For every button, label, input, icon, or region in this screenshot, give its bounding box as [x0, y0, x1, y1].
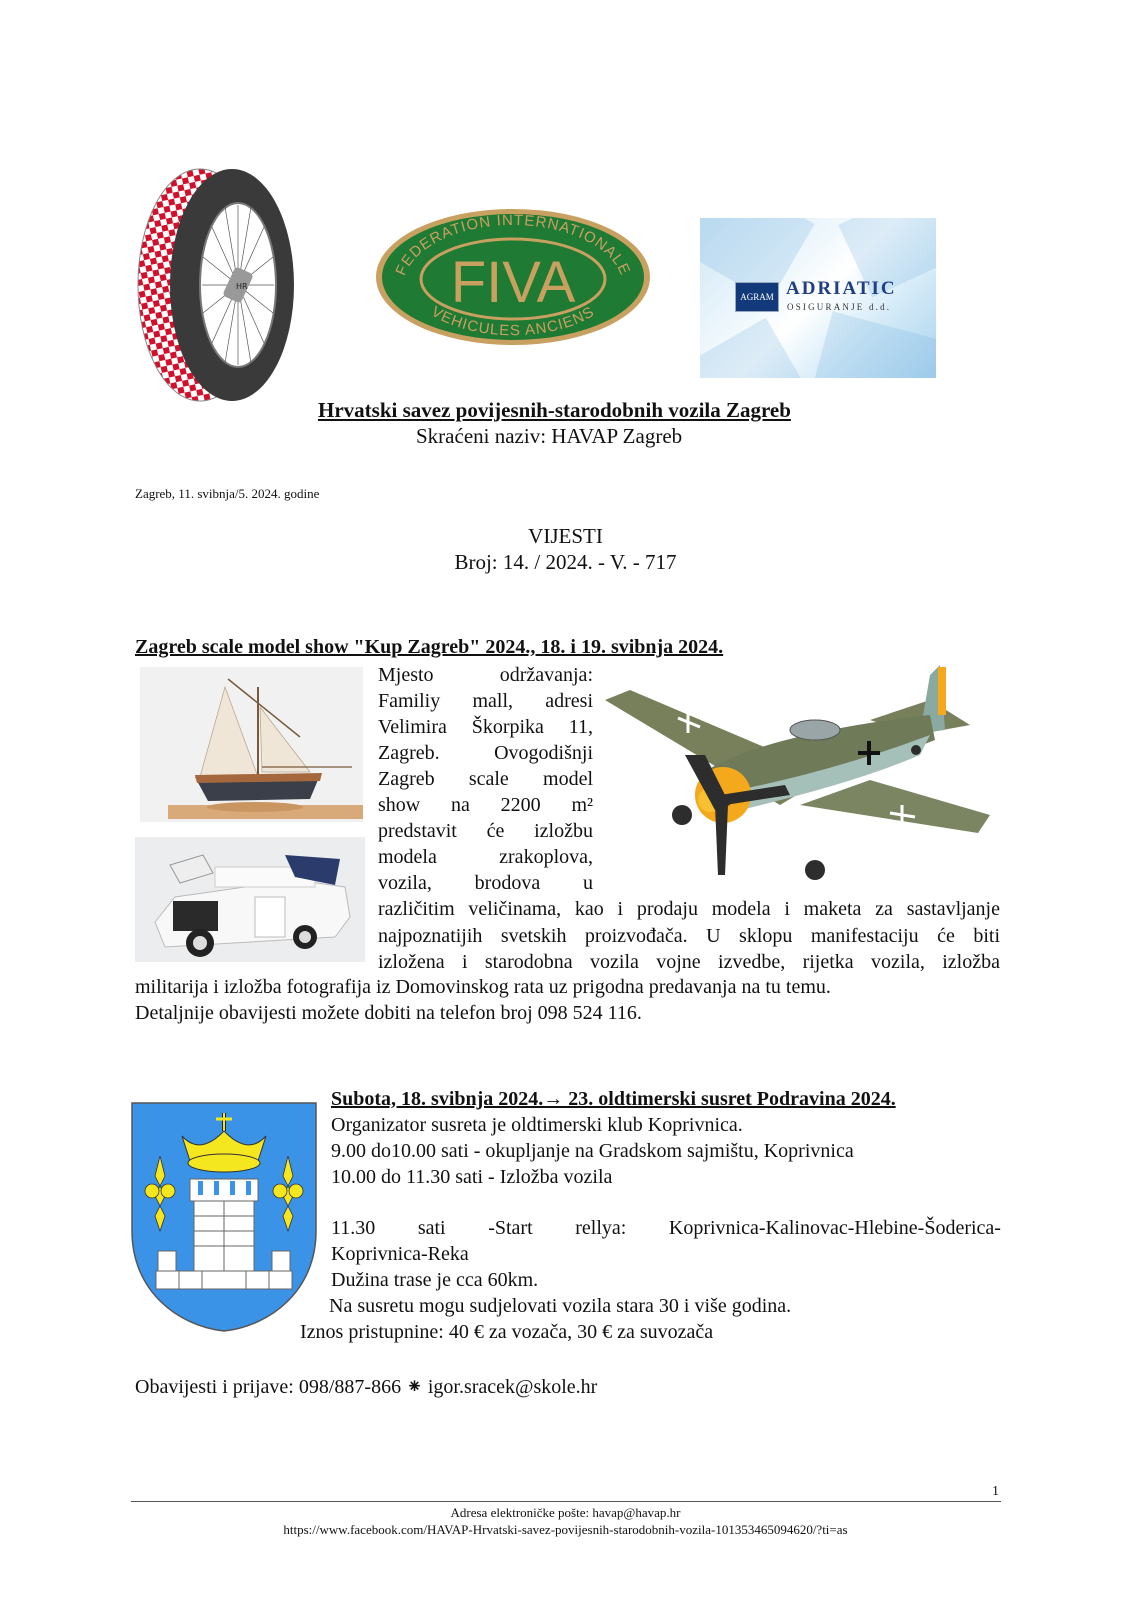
havap-hub-text: HR — [236, 282, 248, 291]
fiva-logo — [373, 207, 653, 347]
contact-line — [135, 1374, 597, 1399]
car-model-image — [135, 837, 365, 962]
airplane-model-image — [600, 655, 1000, 885]
rally-part: sati — [417, 1217, 446, 1239]
paragraph-line: show na 2200 m² — [378, 794, 593, 816]
paragraph-line: modela zrakoplova, — [378, 846, 593, 868]
section1-narrow-paragraph — [378, 662, 593, 896]
agram-badge: AGRAM — [735, 282, 779, 312]
koprivnica-coat-of-arms — [130, 1101, 318, 1333]
section1-title: Zagreb scale model show "Kup Zagreb" 2024., 18. i 19. svibnja 2024. — [135, 636, 724, 658]
paragraph-line: izložena i starodobna vozila vojne izvedbe, rijetka vozila, izložba — [378, 951, 1000, 973]
paragraph-line: predstavit će izložbu — [378, 820, 593, 842]
adriatic-name: ADRIATIC — [786, 278, 897, 299]
adriatic-subtitle: OSIGURANJE d.d. — [787, 302, 892, 312]
footer-email[interactable]: Adresa elektroničke pošte: havap@havap.hr — [450, 1505, 681, 1520]
rally-part: -Start — [488, 1217, 533, 1239]
footer-facebook-link[interactable]: https://www.facebook.com/HAVAP-Hrvatski-savez-povijesnih-starodobnih-vozila-101353465094620/?ti=as — [283, 1522, 848, 1537]
page-number: 1 — [992, 1484, 999, 1499]
schedule-line: 10.00 do 11.30 sati - Izložba vozila — [331, 1166, 613, 1188]
organization-short-name: Skraćeni naziv: HAVAP Zagreb — [416, 424, 683, 448]
eligibility-line: Na susretu mogu sudjelovati vozila stara 30 i više godina. — [329, 1295, 792, 1317]
rally-part: 11.30 — [331, 1217, 376, 1239]
paragraph-line: militarija i izložba fotografija iz Domovinskog rata uz prigodna predavanja na tu temu. — [135, 976, 831, 998]
organizer-line: Organizator susreta je oldtimerski klub Koprivnica. — [331, 1114, 743, 1136]
fiva-center-text: FIVA — [450, 250, 576, 315]
phone-info-line: Detaljnije obavijesti možete dobiti na telefon broj 098 524 116. — [135, 1002, 642, 1024]
ship-model-image — [140, 667, 363, 822]
fiva-bottom-arc: VEHICULES ANCIENS — [428, 303, 598, 340]
section1-wide-paragraph — [378, 896, 1000, 976]
rally-part: rellya: — [575, 1217, 627, 1239]
adriatic-osiguranje-logo — [700, 218, 936, 378]
separator-icon: ⁕ — [406, 1376, 423, 1398]
distance-line: Dužina trase je cca 60km. — [331, 1269, 539, 1291]
fee-line: Iznos pristupnine: 40 € za vozača, 30 € za suvozača — [300, 1321, 714, 1343]
paragraph-line: Zagreb scale model — [378, 768, 593, 790]
document-type: VIJESTI — [528, 524, 603, 548]
paragraph-line: najpoznatijih svetskih proizvođača. U sklopu manifestaciju će biti — [378, 924, 1000, 947]
schedule-line: 9.00 do10.00 sati - okupljanje na Gradskom sajmištu, Koprivnica — [331, 1140, 854, 1162]
section2-title: Subota, 18. svibnja 2024.→ 23. oldtimerski susret Podravina 2024. — [331, 1088, 896, 1110]
organization-title: Hrvatski savez povijesnih-starodobnih vozila Zagreb — [318, 398, 791, 422]
rally-route-line — [331, 1217, 1001, 1240]
paragraph-line: različitim veličinama, kao i prodaju modela i maketa za sastavljanje — [378, 898, 1000, 920]
issue-number: Broj: 14. / 2024. - V. - 717 — [454, 550, 677, 574]
paragraph-line: vozila, brodova u — [378, 872, 593, 894]
footer-divider — [131, 1501, 1001, 1502]
havap-logo — [130, 165, 300, 405]
paragraph-line: Zagreb. Ovogodišnji — [378, 742, 593, 764]
paragraph-line: Velimira Škorpika 11, — [378, 716, 593, 738]
rally-route-continued: Koprivnica-Reka — [331, 1243, 469, 1265]
paragraph-line: Familiy mall, adresi — [378, 690, 593, 712]
fiva-top-arc: FEDERATION INTERNATIONALE — [392, 211, 634, 279]
paragraph-line: Mjesto održavanja: — [378, 664, 593, 686]
document-date: Zagreb, 11. svibnja/5. 2024. godine — [135, 486, 320, 501]
contact-email[interactable]: igor.sracek@skole.hr — [427, 1376, 598, 1398]
contact-label: Obavijesti i prijave: 098/887-866 — [135, 1376, 402, 1398]
rally-part: Koprivnica-Kalinovac-Hlebine-Šoderica- — [668, 1217, 1001, 1239]
